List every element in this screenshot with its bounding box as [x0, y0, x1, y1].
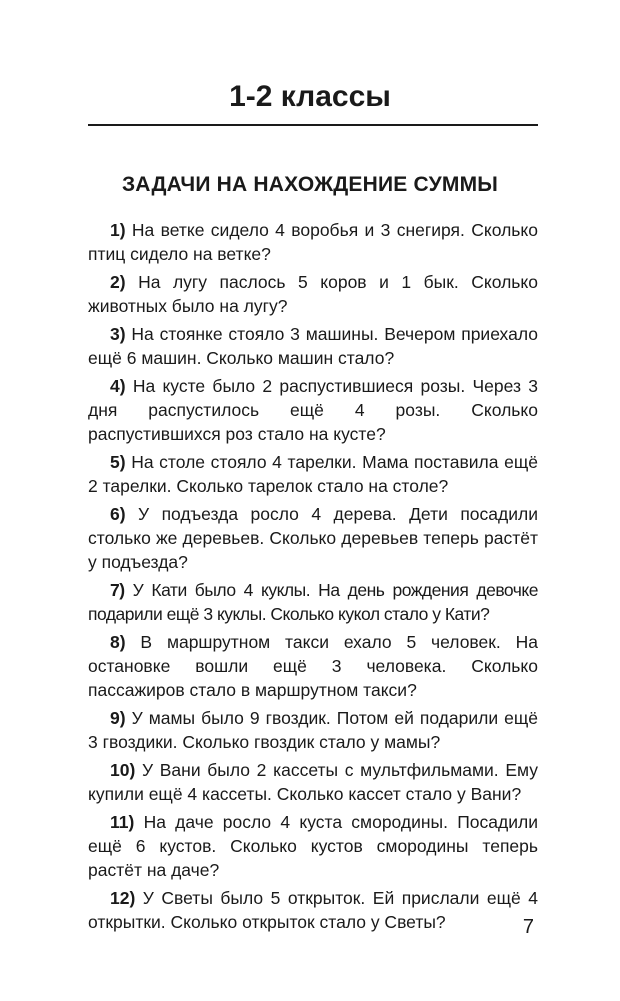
problem-number: 9) [110, 708, 126, 728]
problem-text: У подъезда росло 4 дерева. Дети посадили столько же деревьев. Сколько деревьев теперь растёт у подъезда? [88, 504, 538, 572]
problem-number: 7) [110, 580, 125, 600]
problem-item [88, 706, 538, 754]
header-divider [88, 124, 538, 126]
problem-item [88, 502, 538, 574]
problem-text: На стоянке стояло 3 машины. Вечером приехало ещё 6 машин. Сколько машин стало? [88, 324, 538, 368]
problem-item [88, 450, 538, 498]
problem-text: У Вани было 2 кассеты с мультфильмами. Ему купили ещё 4 кассеты. Сколько кассет стало у Вани? [88, 760, 538, 804]
problem-item [88, 630, 538, 702]
problem-item [88, 374, 538, 446]
problem-number: 4) [110, 376, 126, 396]
problem-text: На лугу паслось 5 коров и 1 бык. Сколько животных было на лугу? [88, 272, 538, 316]
problem-item [88, 322, 538, 370]
section-title: ЗАДАЧИ НА НАХОЖДЕНИЕ СУММЫ [121, 173, 499, 196]
problem-number: 8) [110, 632, 126, 652]
problem-number: 11) [110, 812, 135, 832]
problem-text: На даче росло 4 куста смородины. Посадили ещё 6 кустов. Сколько кустов смородины теперь растёт на даче? [88, 812, 538, 880]
problem-text: У мамы было 9 гвоздик. Потом ей подарили ещё 3 гвоздики. Сколько гвоздик стало у мамы? [88, 708, 538, 752]
problem-text: У Кати было 4 куклы. На день рождения девочке подарили ещё 3 куклы. Сколько кукол стало у Кати? [88, 580, 538, 624]
problem-item [88, 270, 538, 318]
problem-item [88, 886, 538, 934]
problem-text: У Светы было 5 открыток. Ей прислали ещё 4 открытки. Сколько открыток стало у Светы? [88, 888, 538, 932]
problem-item [88, 758, 538, 806]
problem-text: На столе стояло 4 тарелки. Мама поставила ещё 2 тарелки. Сколько тарелок стало на столе? [88, 452, 538, 496]
problem-number: 6) [110, 504, 126, 524]
problem-number: 10) [110, 760, 136, 780]
problem-text: В маршрутном такси ехало 5 человек. На остановке вошли ещё 3 человека. Сколько пассажиров стало в маршрутном такси? [88, 632, 538, 700]
problem-item [88, 810, 538, 882]
problem-number: 5) [110, 452, 126, 472]
page-header-title: 1-2 классы [229, 80, 391, 113]
problem-number: 3) [110, 324, 126, 344]
problem-number: 1) [110, 220, 126, 240]
problem-item [88, 578, 538, 626]
problem-number: 2) [110, 272, 126, 292]
problem-item [88, 218, 538, 266]
problem-text: На кусте было 2 распустившиеся розы. Через 3 дня распустилось ещё 4 розы. Сколько распустившихся роз стало на кусте? [88, 376, 538, 444]
page-number: 7 [522, 916, 534, 938]
problem-number: 12) [110, 888, 136, 908]
problem-text: На ветке сидело 4 воробья и 3 снегиря. Сколько птиц сидело на ветке? [88, 220, 538, 264]
problem-list [88, 218, 538, 938]
